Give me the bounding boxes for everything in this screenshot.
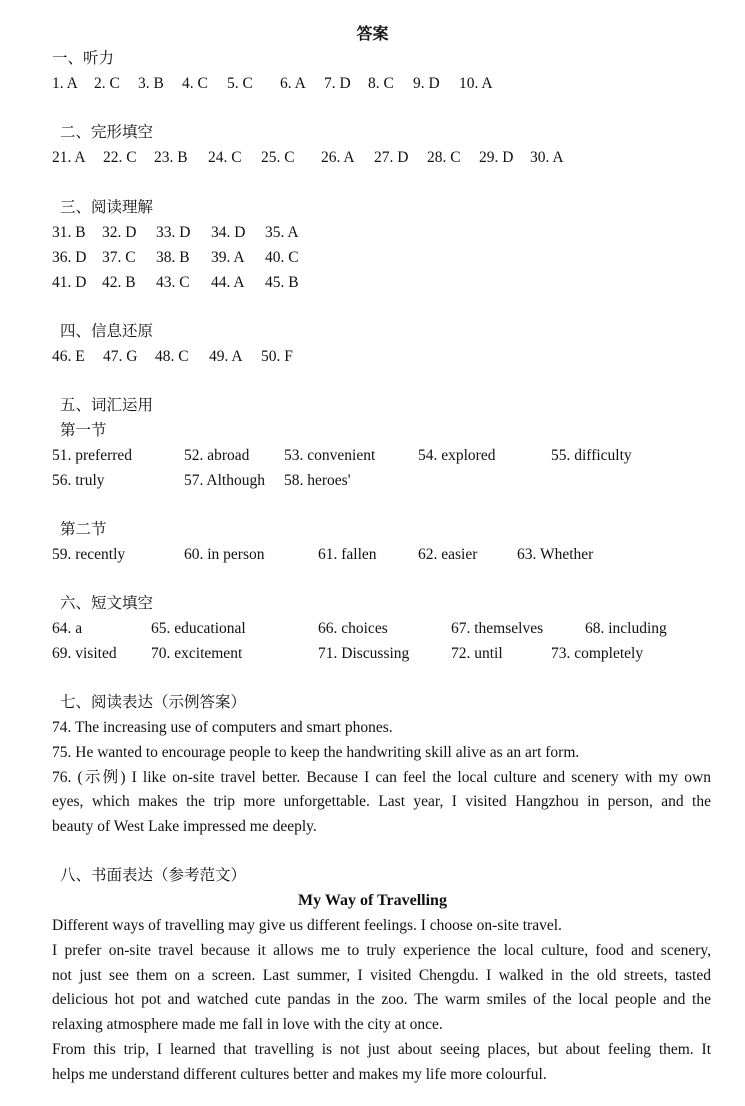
answer: 32. D: [102, 224, 137, 241]
answer: 43. C: [156, 274, 190, 291]
answer: 38. B: [156, 249, 190, 266]
essay-line: From this trip, I learned that travelling is not just about seeing places, but about feeling them. It: [52, 1040, 711, 1058]
answer: 59. recently: [52, 546, 126, 563]
answer: 57. Although: [184, 472, 265, 489]
section-expression-heading: 七、阅读表达（示例答案）: [60, 694, 247, 711]
answer: 25. C: [261, 149, 295, 166]
answer: 27. D: [374, 149, 409, 166]
section-vocab-heading: 五、词汇运用: [60, 397, 154, 414]
answer: 51. preferred: [52, 447, 133, 464]
answer: 35. A: [265, 224, 299, 241]
answer: 33. D: [156, 224, 191, 241]
answer: 24. C: [208, 149, 242, 166]
answer: 46. E: [52, 348, 85, 365]
answer: 67. themselves: [451, 620, 544, 637]
answer: 65. educational: [151, 620, 246, 637]
answer: 63. Whether: [517, 546, 594, 563]
answer: 40. C: [265, 249, 299, 266]
section-fill-heading: 六、短文填空: [60, 595, 154, 612]
answer: 45. B: [265, 274, 299, 291]
answer: 58. heroes': [284, 472, 351, 489]
answer: 5. C: [227, 75, 253, 92]
answer: 56. truly: [52, 472, 105, 489]
essay-line: not just see them on a screen. Last summer, I visited Chengdu. I walked in the old streets, tasted: [52, 966, 711, 984]
essay-line: helps me understand different cultures better and makes my life more colourful.: [52, 1065, 547, 1083]
section-cloze-heading: 二、完形填空: [60, 124, 154, 141]
answer-75: 75. He wanted to encourage people to keep the handwriting skill alive as an art form.: [52, 743, 580, 761]
answer: 50. F: [261, 348, 293, 365]
answer: 36. D: [52, 249, 87, 266]
page-title: 答案: [356, 26, 389, 43]
answer: 4. C: [182, 75, 208, 92]
answer: 48. C: [155, 348, 189, 365]
answer: 1. A: [52, 75, 78, 92]
answer: 53. convenient: [284, 447, 376, 464]
essay-line: I prefer on-site travel because it allows me to truly experience the local culture, food and scenery,: [52, 941, 711, 959]
answer-74: 74. The increasing use of computers and smart phones.: [52, 719, 393, 736]
answer: 62. easier: [418, 546, 478, 563]
answer: 31. B: [52, 224, 86, 241]
answer: 42. B: [102, 274, 136, 291]
essay-line: Different ways of travelling may give us different feelings. I choose on-site travel.: [52, 917, 562, 934]
answer: 49. A: [209, 348, 243, 365]
answer: 70. excitement: [151, 645, 243, 662]
section-writing-heading: 八、书面表达（参考范文）: [60, 867, 247, 884]
answer: 30. A: [530, 149, 564, 166]
answer: 41. D: [52, 274, 87, 291]
essay-title: My Way of Travelling: [298, 892, 447, 909]
answer: 10. A: [459, 75, 493, 92]
answer: 60. in person: [184, 546, 265, 563]
answer: 34. D: [211, 224, 246, 241]
part-two-label: 第二节: [60, 521, 107, 538]
answer: 66. choices: [318, 620, 388, 637]
answer-76-line: eyes, which makes the trip more unforgettable. Last year, I visited Hangzhou in person, and the: [52, 793, 711, 811]
answer: 44. A: [211, 274, 245, 291]
expression-answers: [52, 716, 711, 840]
section-reading-heading: 三、阅读理解: [60, 199, 154, 216]
answer: 72. until: [451, 645, 503, 662]
essay-line: delicious hot pot and watched cute pandas in the zoo. The warm smiles of the local people and the: [52, 991, 711, 1009]
answer: 73. completely: [551, 645, 644, 662]
answer: 68. including: [585, 620, 667, 637]
answer: 2. C: [94, 75, 120, 92]
answer: 28. C: [427, 149, 461, 166]
answer: 21. A: [52, 149, 86, 166]
answer: 61. fallen: [318, 546, 377, 563]
answer: 55. difficulty: [551, 447, 632, 464]
answer: 52. abroad: [184, 447, 250, 464]
section-info-heading: 四、信息还原: [60, 323, 154, 340]
part-one-label: 第一节: [60, 422, 107, 439]
answer: 37. C: [102, 249, 136, 266]
answer: 69. visited: [52, 645, 117, 662]
answer: 22. C: [103, 149, 137, 166]
answer: 7. D: [324, 75, 351, 92]
answer-76-line: beauty of West Lake impressed me deeply.: [52, 818, 317, 836]
answer: 3. B: [138, 75, 164, 92]
answer: 8. C: [368, 75, 394, 92]
essay-body: [52, 914, 711, 1088]
answer: 64. a: [52, 620, 83, 637]
answer: 29. D: [479, 149, 514, 166]
essay-line: relaxing atmosphere made me fall in love with the city at once.: [52, 1016, 443, 1034]
section-listening-heading: 一、听力: [52, 50, 115, 67]
answer-76-line: 76. (示例) I like on-site travel better. Because I can feel the local culture and scenery with my own: [52, 768, 711, 786]
answer: 23. B: [154, 149, 188, 166]
answer: 47. G: [103, 348, 138, 365]
answer: 39. A: [211, 249, 245, 266]
answer: 9. D: [413, 75, 440, 92]
answer: 71. Discussing: [318, 645, 410, 662]
answer: 26. A: [321, 149, 355, 166]
answer: 6. A: [280, 75, 306, 92]
answer: 54. explored: [418, 447, 496, 464]
